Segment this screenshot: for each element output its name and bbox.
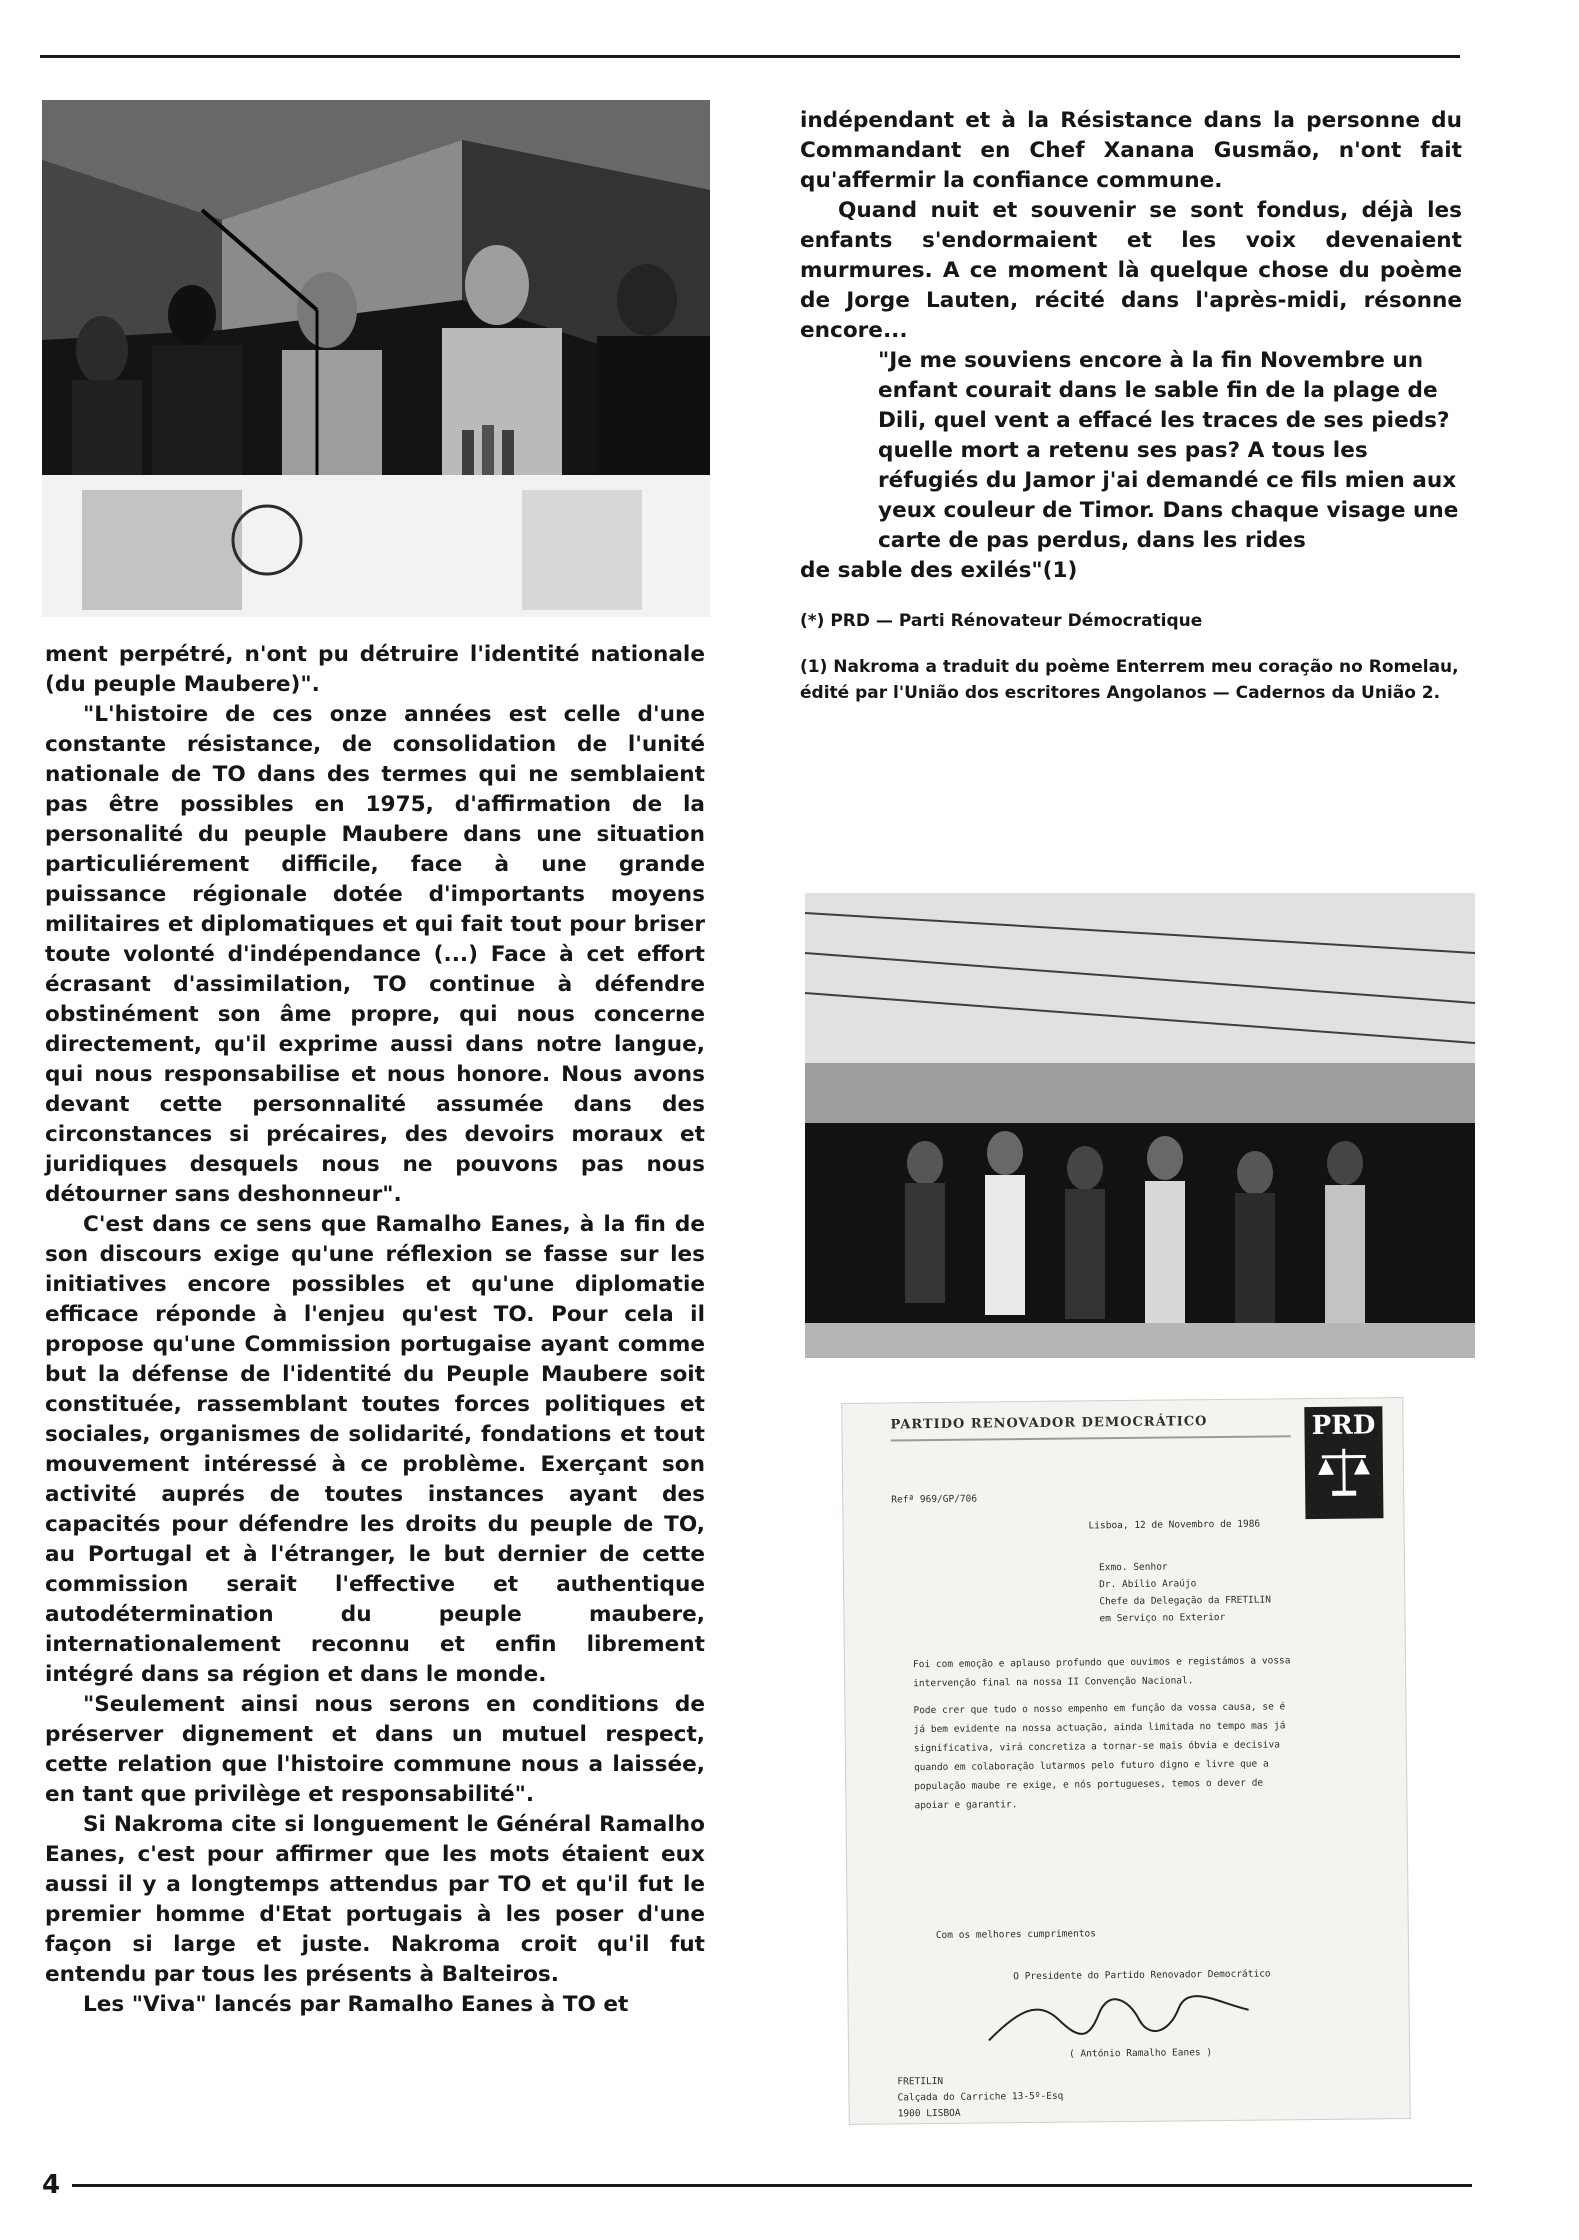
address-line-3: Chefe da Delegação da FRETILIN (1099, 1594, 1271, 1608)
bottom-rule (72, 2184, 1472, 2187)
right-column (800, 106, 1462, 706)
top-rule (40, 55, 1460, 58)
letter-paragraph-1: Foi com emoção e aplauso profundo que ouvimos e registámos a vossa intervenção final na nossa II Convenção Nacional. (912, 1655, 1291, 1690)
letter-body (913, 1651, 1295, 1823)
prd-logo-text: PRD (1311, 1410, 1376, 1442)
left-column (45, 640, 705, 2020)
letter-reference: Refª 969/GP/706 (891, 1493, 978, 1506)
left-paragraph-5: Si Nakroma cite si longuement le Général Ramalho Eanes, c'est pour affirmer que les mots étaient eux aussi il y a longtemps attendus par TO et qu'il fut le premier homme d'Etat portugais à les poser d'une façon si large et juste. Nakroma croit qu'il fut entendu par tous les présents à Balteiros. (45, 1812, 705, 1987)
right-paragraph-2: Quand nuit et souvenir se sont fondus, déjà les enfants s'endormaient et les voix devenaient murmures. A ce moment là quelque chose du poème de Jorge Lauten, récité dans l'après-midi, résonne encore... (800, 198, 1462, 343)
photo-officials-on-stage (42, 100, 710, 617)
left-paragraph-4: "Seulement ainsi nous serons en conditions de préserver dignement et dans un mutuel respect, cette relation que l'histoire commune nous a laissée, en tant que privilège et responsabilité". (45, 1692, 705, 1807)
addressee-org: FRETILIN (897, 2075, 944, 2088)
footnote-prd: (*) PRD — Parti Rénovateur Démocratique (800, 611, 1203, 631)
signatory-name: ( António Ramalho Eanes ) (1069, 2047, 1213, 2060)
left-paragraph-6: Les "Viva" lancés par Ramalho Eanes à TO et (83, 1992, 629, 2017)
handwritten-signature (978, 1988, 1259, 2051)
prd-logo (1304, 1406, 1383, 1519)
address-line-4: em Serviço no Exterior (1099, 1611, 1226, 1625)
photo-crowd-in-hall (805, 893, 1475, 1358)
right-paragraph-1: indépendant et à la Résistance dans la personne du Commandant en Chef Xanana Gusmão, n'ont fait qu'affermir la confiance commune. (800, 108, 1462, 193)
left-paragraph-3: C'est dans ce sens que Ramalho Eanes, à la fin de son discours exige qu'une réflexion se fasse sur les initiatives encore possibles et qu'une diplomatie efficace réponde à l'enjeu qu'est TO. Pour cela il propose qu'une Commission portugaise ayant comme but la défense de l'identité du Peuple Maubere soit constituée, rassemblant toutes forces politiques et sociales, organismes de solidarité, fondations et tout mouvement intéressé à ce problème. Exerçant son activité auprés de toutes instances ayant des capacités pour défendre les droits du peuple de TO, au Portugal et à l'étranger, le but dernier de cette commission serait l'effective et authentique autodétermination du peuple maubere, internationalement reconnu et enfin librement intégré dans sa région et dans le monde. (45, 1212, 705, 1687)
scales-icon (1314, 1440, 1375, 1501)
left-paragraph-1: ment perpétré, n'ont pu détruire l'identité nationale (du peuple Maubere)". (45, 642, 705, 697)
signatory-title: O Presidente do Partido Renovador Democrático (1013, 1968, 1271, 1983)
letterhead-name: PARTIDO RENOVADOR DEMOCRÁTICO (890, 1414, 1208, 1433)
addressee-city: 1900 LISBOA (897, 2107, 961, 2120)
prd-letter (841, 1397, 1411, 2125)
poem-quote: "Je me souviens encore à la fin Novembre un enfant courait dans le sable fin de la plage de Dili, quel vent a effacé les traces de ses pieds? quelle mort a retenu ses pas? A tous les réfugiés du Jamor j'ai demandé ce fils mien aux yeux couleur de Timor. Dans chaque visage une carte de pas perdus, dans les rides (878, 348, 1459, 553)
left-paragraph-2: "L'histoire de ces onze années est celle d'une constante résistance, de consolidation de l'unité nationale de TO dans des termes qui ne semblaient pas être possibles en 1975, d'affirmation de la personalité du peuple Maubere dans une situation particuliérement difficile, face à une grande puissance régionale dotée d'importants moyens militaires et diplomatiques et qui fait tout pour briser toute volonté d'indépendance (...) Face à cet effort écrasant d'assimilation, TO continue à défendre obstinément son âme propre, qui nous concerne directement, qu'il exprime aussi dans notre langue, qui nous responsabilise et nous honore. Nous avons devant cette personnalité assumée dans des circonstances si précaires, des devoirs moraux et juridiques desquels nous ne pouvons pas nous détourner sans deshonneur". (45, 702, 705, 1207)
letter-closing: Com os melhores cumprimentos (935, 1928, 1097, 1942)
letter-paragraph-2: Pode crer que tudo o nosso empenho em função da vossa causa, se é já bem evidente na nossa actuação, ainda limitada no tempo mas já significativa, virá concretiza a tornar-se mais óbvia e decisiva quando em colaboração lutarmos pelo futuro digno e livre que a população maube re exige, e nós portugueses, temos o dever de apoiar e garantir. (913, 1701, 1286, 1812)
addressee-street: Calçada do Carriche 13-5º-Esq (897, 2090, 1064, 2104)
page-number: 4 (42, 2170, 61, 2200)
address-line-2: Dr. Abílio Araújo (1099, 1578, 1197, 1591)
letterhead-line (891, 1435, 1291, 1441)
address-line-1: Exmo. Senhor (1098, 1561, 1168, 1574)
poem-quote-end: de sable des exilés"(1) (800, 558, 1078, 583)
letter-date: Lisboa, 12 de Novembro de 1986 (1088, 1518, 1261, 1532)
footnote-1: (1) Nakroma a traduit du poème Enterrem meu coração no Romelau, édité par l'União dos escritores Angolanos — Cadernos da União 2. (800, 657, 1459, 703)
